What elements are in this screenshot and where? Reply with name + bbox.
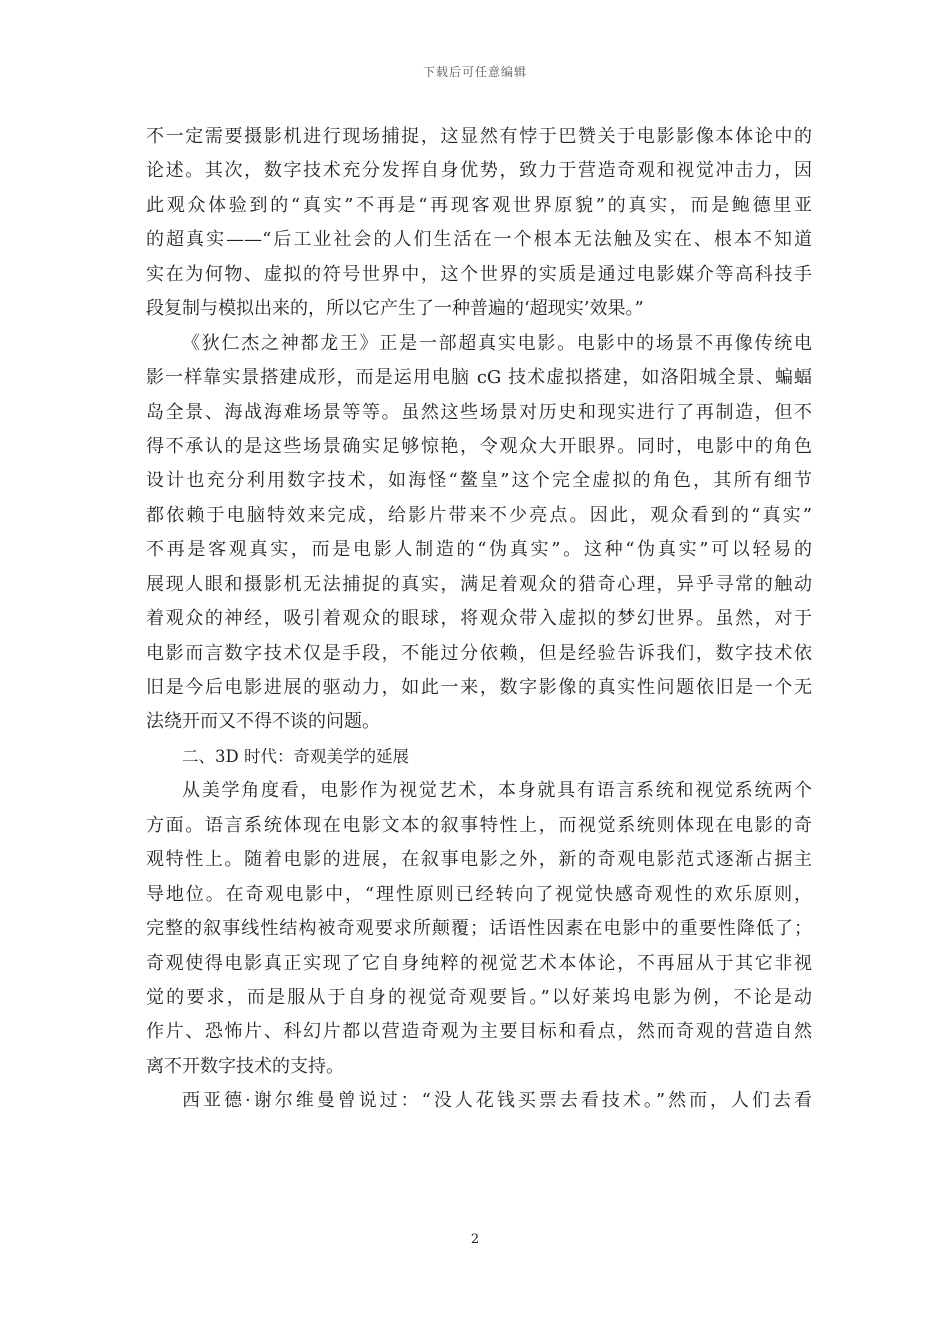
text-line: 《狄仁杰之神都龙王》正是一部超真实电影。电影中的场景不再像传统电 — [182, 332, 812, 354]
text-line: 旧是今后电影进展的驱动力，如此一来，数字影像的真实性问题依旧是一个无 — [146, 677, 812, 698]
text-line: 设计也充分利用数字技术，如海怪“鳌皇”这个完全虚拟的角色，其所有细节 — [146, 470, 812, 492]
text-line: 此观众体验到的“真实”不再是“再现客观世界原貌”的真实，而是鲍德里亚 — [146, 194, 812, 216]
text-line: 段复制与模拟出来的，所以它产生了一种普遍的‘超现实’效果。” — [146, 298, 644, 320]
section-heading: 二、3D 时代：奇观美学的延展 — [182, 746, 409, 766]
text-line: 导地位。在奇观电影中，“理性原则已经转向了视觉快感奇观性的欢乐原则， — [146, 883, 812, 905]
text-line: 完整的叙事线性结构被奇观要求所颠覆；话语性因素在电影中的重要性降低了； — [146, 918, 812, 940]
page-number: 2 — [470, 1232, 480, 1247]
text-line: 影一样靠实景搭建成形，而是运用电脑 cG 技术虚拟搭建，如洛阳城全景、蝙蝠 — [146, 367, 812, 389]
text-line: 作片、恐怖片、科幻片都以营造奇观为主要目标和看点，然而奇观的营造自然 — [146, 1021, 812, 1043]
page-header: 下载后可任意编辑 — [422, 65, 527, 79]
text-line: 论述。其次，数字技术充分发挥自身优势，致力于营造奇观和视觉冲击力，因 — [146, 160, 812, 182]
text-line: 的超真实——“后工业社会的人们生活在一个根本无法触及实在、根本不知道 — [146, 229, 812, 251]
text-line: 实在为何物、虚拟的符号世界中，这个世界的实质是通过电影媒介等高科技手 — [146, 263, 812, 285]
text-line: 不一定需要摄影机进行现场捕捉，这显然有悖于巴赞关于电影影像本体论中的 — [146, 126, 812, 147]
text-line: 电影而言数字技术仅是手段，不能过分依赖，但是经验告诉我们，数字技术依 — [146, 642, 812, 664]
body-text — [146, 120, 812, 1119]
text-line: 奇观使得电影真正实现了它自身纯粹的视觉艺术本体论，不再屈从于其它非视 — [146, 952, 812, 974]
text-line: 离不开数字技术的支持。 — [146, 1055, 344, 1077]
text-line: 岛全景、海战海难场景等等。虽然这些场景对历史和现实进行了再制造，但不 — [146, 401, 812, 423]
text-line: 观特性上。随着电影的进展，在叙事电影之外，新的奇观电影范式逐渐占据主 — [146, 849, 812, 871]
text-line: 方面。语言系统体现在电影文本的叙事特性上，而视觉系统则体现在电影的奇 — [146, 814, 812, 836]
text-line: 不再是客观真实，而是电影人制造的“伪真实”。这种“伪真实”可以轻易的 — [146, 539, 812, 561]
text-line: 着观众的神经，吸引着观众的眼球，将观众带入虚拟的梦幻世界。虽然，对于 — [146, 608, 812, 630]
text-line: 从美学角度看，电影作为视觉艺术，本身就具有语言系统和视觉系统两个 — [182, 780, 812, 802]
text-line: 觉的要求，而是服从于自身的视觉奇观要旨。”以好莱坞电影为例，不论是动 — [146, 986, 812, 1008]
text-line: 西亚德·谢尔维曼曾说过：“没人花钱买票去看技术。”然而，人们去看 — [182, 1090, 812, 1112]
text-line: 法绕开而又不得不谈的问题。 — [146, 711, 380, 733]
text-line: 展现人眼和摄影机无法捕捉的真实，满足着观众的猎奇心理，异乎寻常的触动 — [146, 573, 812, 595]
text-line: 得不承认的是这些场景确实足够惊艳，令观众大开眼界。同时，电影中的角色 — [146, 435, 812, 457]
text-line: 都依赖于电脑特效来完成，给影片带来不少亮点。因此，观众看到的“真实” — [146, 504, 812, 526]
